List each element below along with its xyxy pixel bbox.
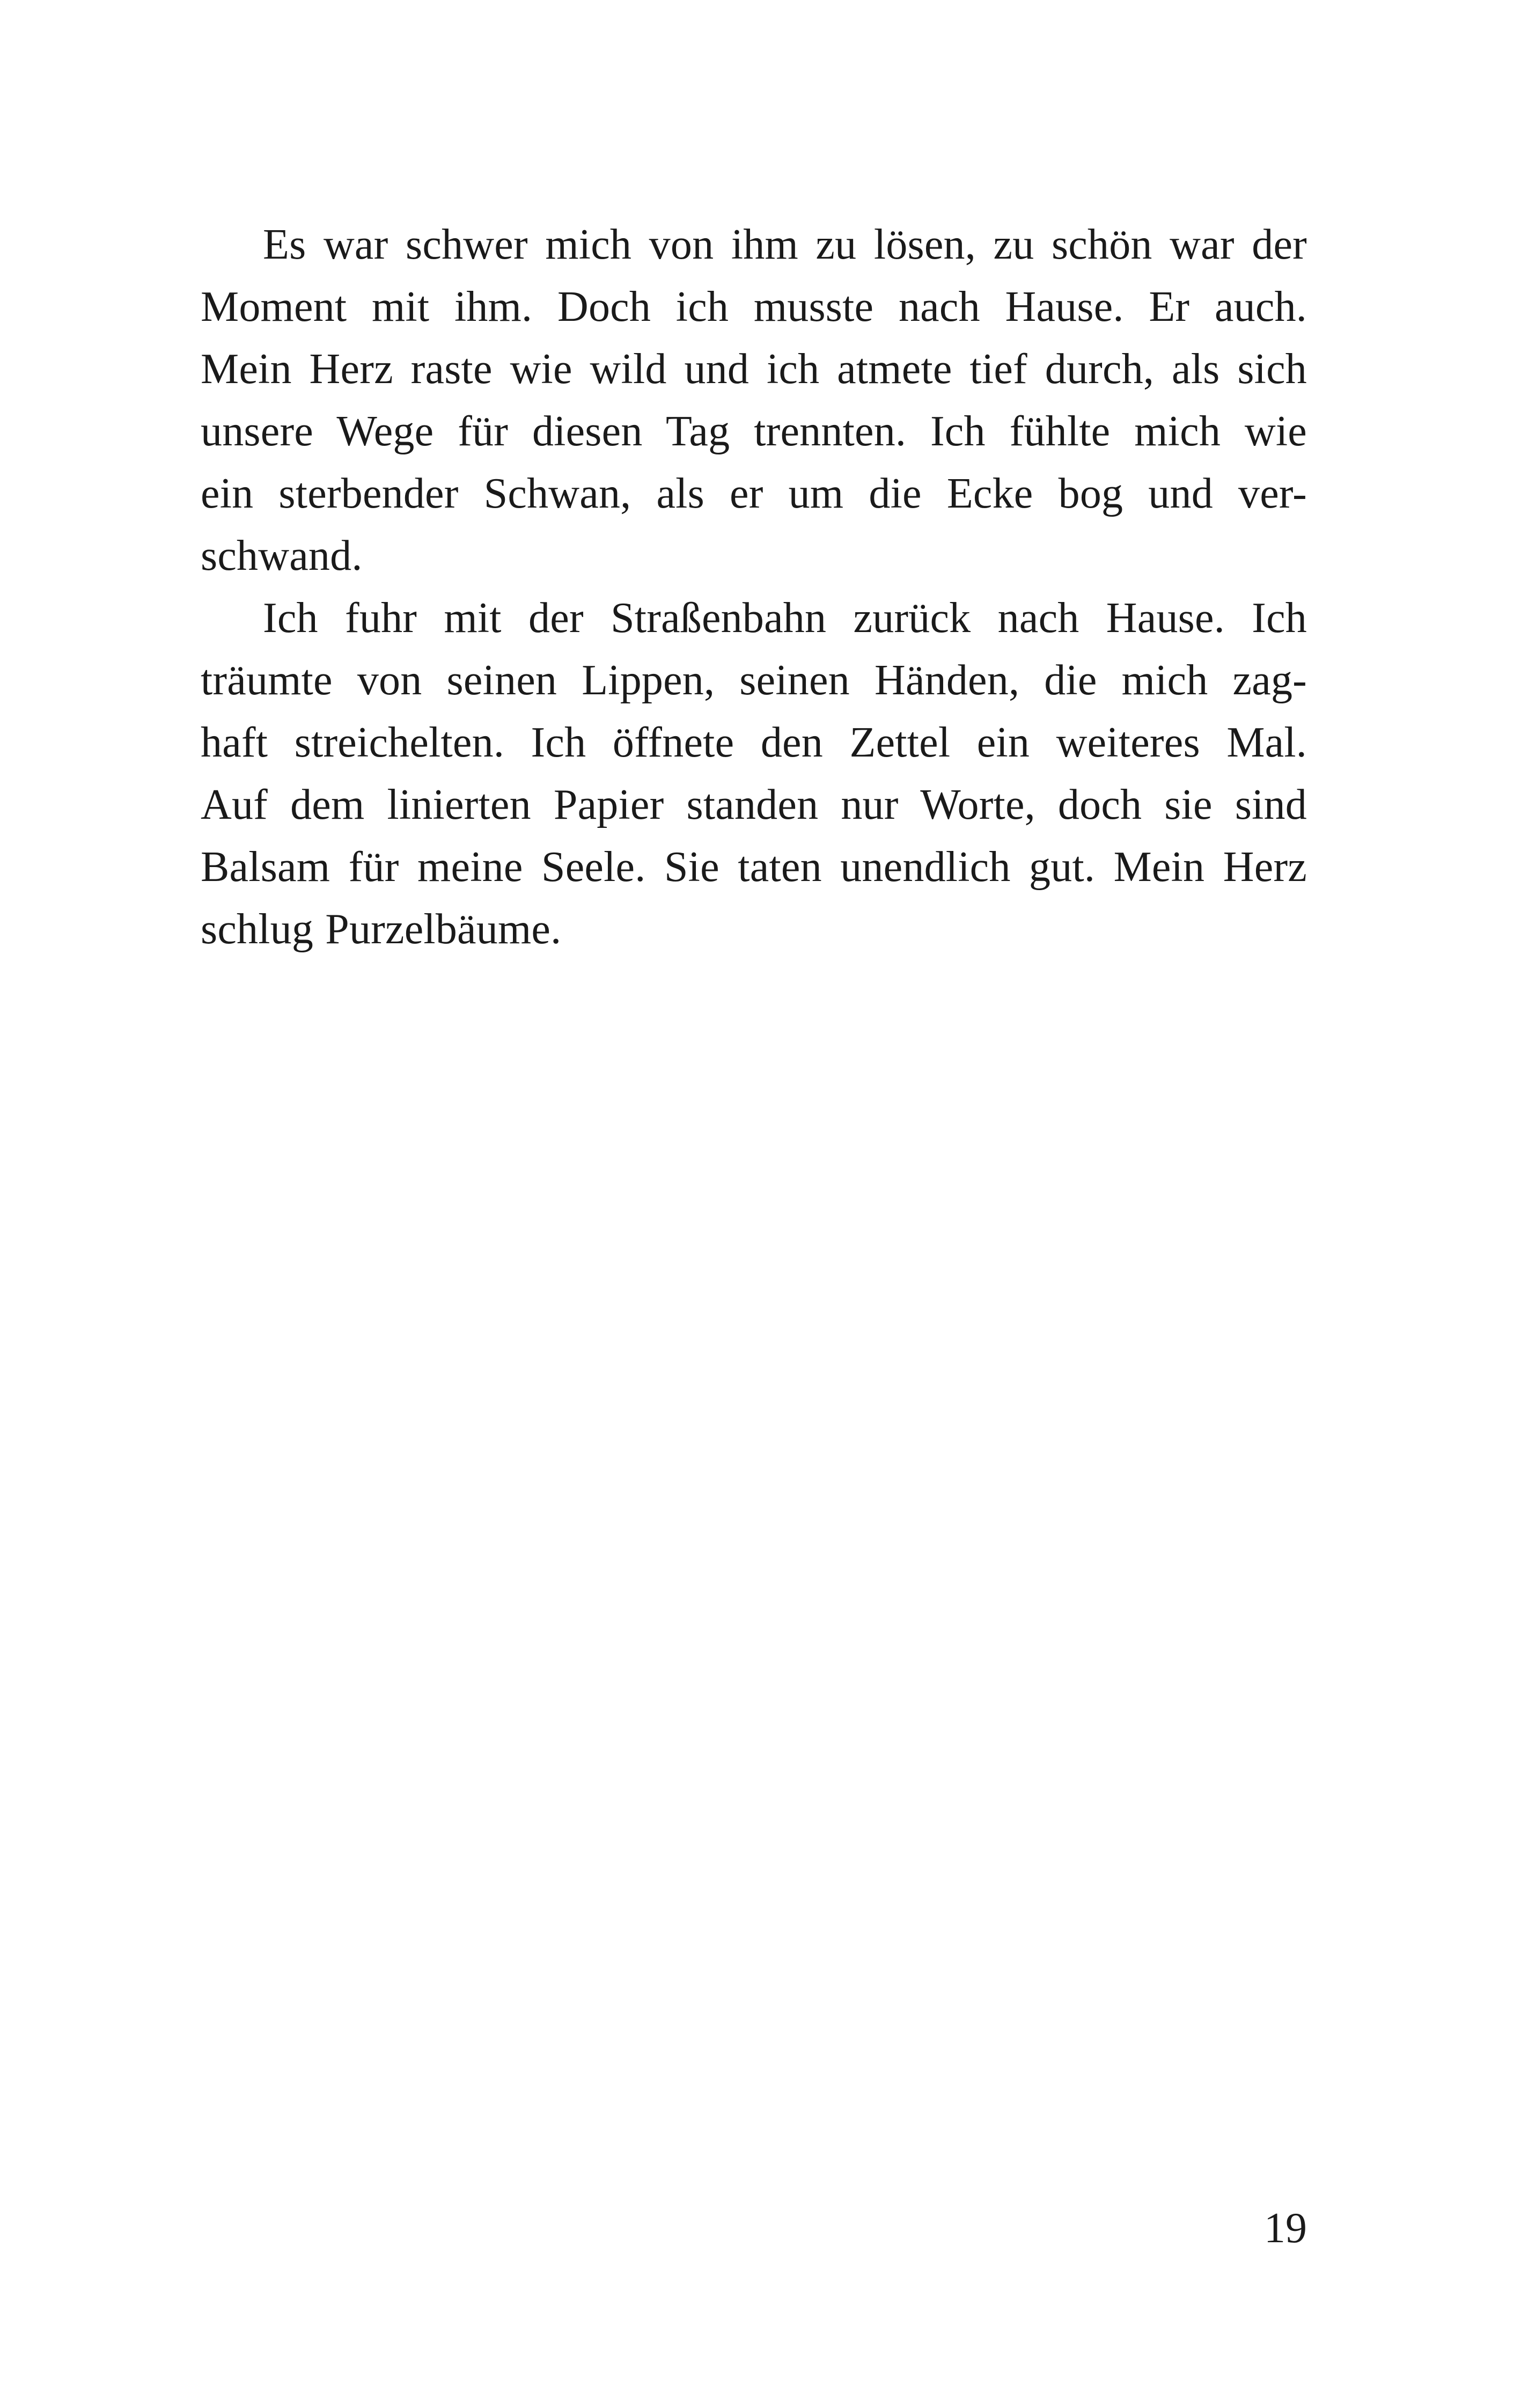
text-line: ein sterbender Schwan, als er um die Ecke bog und ver- bbox=[201, 470, 1307, 517]
paragraph-2 bbox=[201, 587, 1307, 960]
text-line: Balsam für meine Seele. Sie taten unendlich gut. Mein Herz bbox=[201, 843, 1307, 891]
text-line: schwand. bbox=[201, 532, 363, 579]
paragraph-1 bbox=[201, 214, 1307, 587]
text-line: träumte von seinen Lippen, seinen Händen, die mich zag- bbox=[201, 657, 1307, 704]
text-line: Es war schwer mich von ihm zu lösen, zu schön war der bbox=[263, 221, 1307, 268]
body-text bbox=[201, 214, 1307, 960]
text-line: Ich fuhr mit der Straßenbahn zurück nach Hause. Ich bbox=[263, 594, 1307, 642]
text-line: haft streichelten. Ich öffnete den Zettel ein weiteres Mal. bbox=[201, 719, 1307, 766]
text-line: unsere Wege für diesen Tag trennten. Ich fühlte mich wie bbox=[201, 408, 1307, 455]
text-line: Mein Herz raste wie wild und ich atmete tief durch, als sich bbox=[201, 346, 1307, 393]
text-line: schlug Purzelbäume. bbox=[201, 906, 562, 953]
text-line: Moment mit ihm. Doch ich musste nach Hause. Er auch. bbox=[201, 283, 1307, 331]
text-line: Auf dem linierten Papier standen nur Worte, doch sie sind bbox=[201, 781, 1307, 828]
page-number: 19 bbox=[1264, 2205, 1307, 2252]
